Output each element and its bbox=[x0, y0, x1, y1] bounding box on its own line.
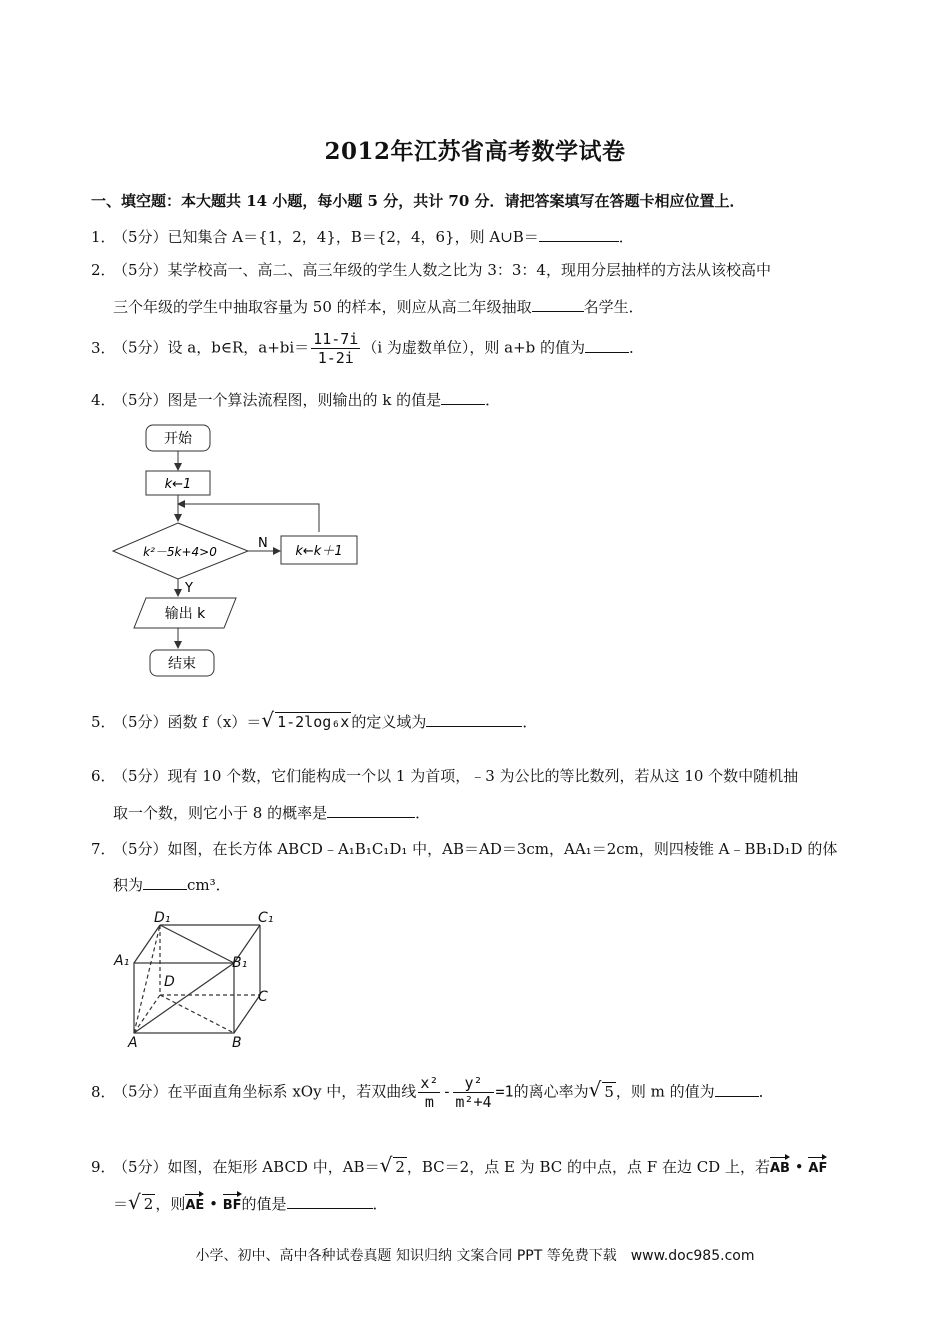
q4-answer-blank bbox=[441, 390, 485, 405]
q8-fraction-x: $\frac{\text{x²}}{m}$ bbox=[420, 1074, 439, 1111]
q1-answer-blank bbox=[539, 227, 619, 242]
question-4: 4．（5分）图是一个算法流程图，则输出的 k 的值是 ． bbox=[91, 391, 501, 409]
sqrt-symbol: √ bbox=[588, 1077, 602, 1102]
q5-answer-blank bbox=[426, 712, 522, 727]
q5-radicand: 1-2log₆x bbox=[277, 713, 350, 731]
q8-answer-blank bbox=[715, 1082, 759, 1097]
sqrt-symbol: √ bbox=[379, 1153, 393, 1177]
flow-start-label: 开始 bbox=[164, 431, 192, 447]
page-footer: 小学、初中、高中各种试卷真题 知识归纳 文案合同 PPT 等免费下载 www.doc985.com bbox=[195, 1248, 755, 1264]
question-6-cont: 取一个数，则它小于 8 的概率是 ． bbox=[113, 804, 431, 822]
q9-answer-blank bbox=[287, 1194, 373, 1209]
flow-no-label: N bbox=[258, 536, 268, 551]
vector-bf: BF bbox=[222, 1198, 242, 1213]
algorithm-flowchart bbox=[110, 420, 370, 685]
question-7: 7．（5分）如图，在长方体 ABCD﹣A₁B₁C₁D₁ 中，AB＝AD＝3cm，AA₁＝2cm，则四棱锥 A﹣BB₁D₁D 的体 bbox=[91, 840, 838, 858]
flow-condition-label: k²－5k+4>0 bbox=[143, 545, 217, 559]
flow-end-label: 结束 bbox=[168, 656, 196, 672]
question-7-cont: 积为 cm³． bbox=[113, 876, 231, 894]
vertex-d: D bbox=[164, 974, 175, 990]
q7-answer-blank bbox=[143, 875, 187, 890]
vector-ae: AE bbox=[185, 1198, 205, 1213]
flow-yes-label: Y bbox=[185, 581, 193, 596]
question-2: 2．（5分）某学校高一、高二、高三年级的学生人数之比为 3：3：4，现用分层抽样的方法从该校高中 bbox=[91, 261, 771, 279]
vertex-c1: C₁ bbox=[258, 910, 274, 926]
vertex-c: C bbox=[258, 989, 268, 1005]
sqrt-symbol: √ bbox=[261, 708, 275, 732]
vertex-a: A bbox=[128, 1035, 138, 1050]
question-1: 1．（5分）已知集合 A＝{1，2，4}，B＝{2，4，6}，则 A∪B＝ ． bbox=[91, 228, 634, 246]
vector-af: AF bbox=[808, 1161, 828, 1176]
vector-ab: AB bbox=[769, 1161, 790, 1176]
q3-fraction: $\frac{11-7i}{1-2i}$ bbox=[313, 330, 359, 367]
cuboid-figure bbox=[108, 905, 288, 1050]
q3-answer-blank bbox=[585, 338, 629, 353]
question-9-cont: ＝√ 2 ，则AE • BF的值是 ． bbox=[113, 1190, 388, 1214]
q1-text: （5分）已知集合 A＝{1，2，4}，B＝{2，4，6}，则 A∪B＝ bbox=[113, 228, 539, 246]
q2-text-line1: （5分）某学校高一、高二、高三年级的学生人数之比为 3：3：4，现用分层抽样的方法从该校高中 bbox=[113, 261, 771, 279]
question-2-cont: 三个年级的学生中抽取容量为 50 的样本，则应从高二年级抽取 名学生． bbox=[113, 298, 644, 316]
q8-fraction-y: $\frac{\text{y²}}{\text{m²+4}}$ bbox=[455, 1074, 492, 1111]
vertex-a1: A₁ bbox=[114, 953, 130, 969]
vertex-b1: B₁ bbox=[232, 955, 248, 971]
page-title: 2012年江苏省高考数学试卷 bbox=[324, 138, 626, 165]
question-6: 6．（5分）现有 10 个数，它们能构成一个以 1 为首项，﹣3 为公比的等比数列，若从这 10 个数中随机抽 bbox=[91, 767, 799, 785]
sqrt-symbol: √ bbox=[128, 1190, 141, 1214]
section-heading: 一、填空题：本大题共 14 小题，每小题 5 分，共计 70 分．请把答案填写在答题卡相应位置上． bbox=[91, 192, 745, 210]
q6-answer-blank bbox=[327, 803, 415, 818]
flow-step-label: k←k＋1 bbox=[295, 544, 343, 559]
flow-init-label: k←1 bbox=[164, 477, 192, 492]
question-5: 5．（5分）函数 f（x）＝√ 1-2log₆x 的定义域为 ． bbox=[91, 708, 538, 732]
q2-answer-blank bbox=[532, 297, 584, 312]
question-3: 3．（5分）设 a，b∈R，a+bi＝ $\frac{11-7i}{1-2i}$ （i 为虚数单位），则 a+b 的值为 ． bbox=[91, 330, 645, 367]
question-8: 8．（5分）在平面直角坐标系 xOy 中，若双曲线 $\frac{\text{x²}}{m}$ - $\frac{\text{y²}}{\text{m²+4}}$ =1的离心率为√ 5 ，则 m 的值为 ． bbox=[91, 1074, 774, 1111]
flow-output-label: 输出 k bbox=[164, 606, 206, 622]
vertex-d1: D₁ bbox=[154, 910, 171, 926]
question-9: 9．（5分）如图，在矩形 ABCD 中，AB＝√ 2 ，BC＝2，点 E 为 BC 的中点，点 F 在边 CD 上，若AB • AF bbox=[91, 1153, 828, 1177]
vertex-b: B bbox=[232, 1035, 242, 1050]
